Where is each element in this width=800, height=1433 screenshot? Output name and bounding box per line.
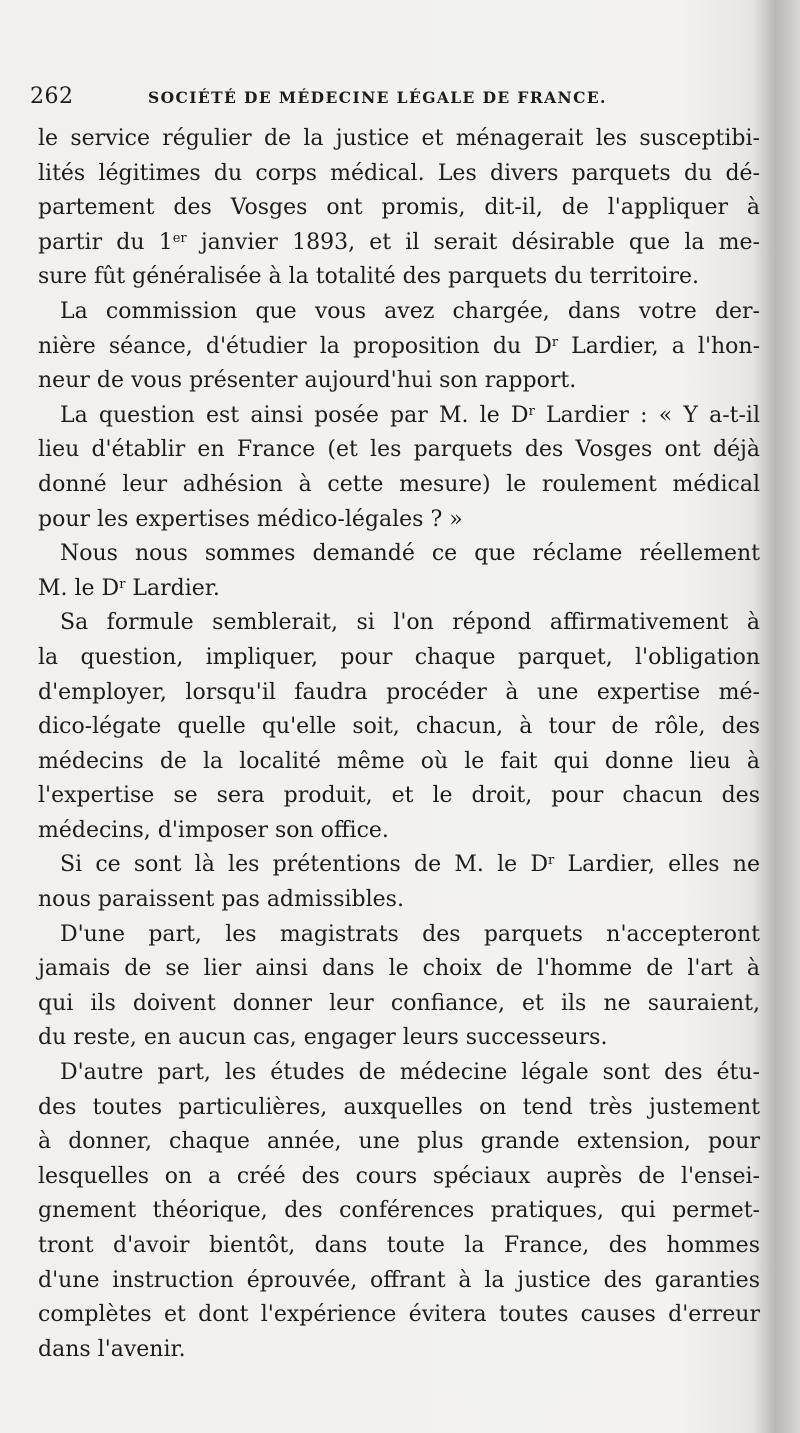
text-line: M. le $D^r$ Lardier.: [38, 575, 220, 601]
text-line: gnement théorique, des conférences pratiques, qui permet-: [38, 1198, 760, 1224]
text-line: lesquelles on a créé des cours spéciaux auprès de l'ensei-: [38, 1163, 760, 1189]
paragraph-first-line: Si ce sont là les prétentions de M. le $D^r$ Lardier, elles ne: [60, 852, 760, 878]
text-line: partir du 1er janvier 1893, et il serait désirable que la me-: [38, 229, 760, 255]
text-line: nous paraissent pas admissibles.: [38, 887, 404, 913]
text-line: dans l'avenir.: [38, 1336, 186, 1362]
page-number: 262: [30, 84, 74, 109]
text-line: jamais de se lier ainsi dans le choix de l'homme de l'art à: [38, 956, 760, 982]
text-line: tront d'avoir bientôt, dans toute la France, des hommes: [38, 1233, 760, 1258]
page-header: [30, 84, 750, 120]
text-line: partement des Vosges ont promis, dit-il, de l'appliquer à: [38, 195, 760, 221]
text-line: le service régulier de la justice et ménagerait les susceptibi-: [38, 126, 760, 151]
body-text: [38, 122, 760, 1367]
running-head: SOCIÉTÉ DE MÉDECINE LÉGALE DE FRANCE.: [148, 88, 607, 107]
text-line: neur de vous présenter aujourd'hui son rapport.: [38, 368, 577, 394]
paragraph-first-line: D'une part, les magistrats des parquets n'accepteront: [60, 921, 760, 947]
text-line: des toutes particulières, auxquelles on tend très justement: [38, 1094, 760, 1120]
paragraph-first-line: D'autre part, les études de médecine légale sont des étu-: [60, 1060, 760, 1086]
text-line: nière séance, d'étudier la proposition du $D^r$ Lardier, a l'hon-: [38, 333, 761, 359]
text-line: complètes et dont l'expérience évitera toutes causes d'erreur: [38, 1302, 760, 1328]
text-line: qui ils doivent donner leur confiance, et ils ne sauraient,: [38, 990, 760, 1016]
text-line: à donner, chaque année, une plus grande extension, pour: [38, 1129, 760, 1155]
text-line: d'une instruction éprouvée, offrant à la justice des garanties: [38, 1267, 760, 1293]
text-line: d'employer, lorsqu'il faudra procéder à une expertise mé-: [38, 679, 760, 705]
paragraph-first-line: Nous nous sommes demandé ce que réclame réellement: [60, 541, 760, 567]
text-line: donné leur adhésion à cette mesure) le roulement médical: [38, 471, 760, 497]
text-line: médecins, d'imposer son office.: [38, 817, 389, 843]
text-line: du reste, en aucun cas, engager leurs successeurs.: [38, 1025, 608, 1051]
text-line: lités légitimes du corps médical. Les divers parquets du dé-: [38, 160, 760, 186]
paragraph-first-line: La question est ainsi posée par M. le $D^r$ Lardier : « Y a-t-il: [60, 402, 760, 428]
text-line: médecins de la localité même où le fait qui donne lieu à: [38, 748, 760, 774]
text-line: l'expertise se sera produit, et le droit, pour chacun des: [38, 783, 760, 809]
paragraph-first-line: La commission que vous avez chargée, dans votre der-: [60, 298, 760, 324]
text-line: sure fût généralisée à la totalité des parquets du territoire.: [38, 264, 699, 290]
text-line: dico-légate quelle qu'elle soit, chacun, à tour de rôle, des: [38, 714, 760, 740]
text-line: la question, impliquer, pour chaque parquet, l'obligation: [38, 644, 760, 670]
text-line: pour les expertises médico-légales ? »: [38, 506, 463, 532]
text-line: lieu d'établir en France (et les parquets des Vosges ont déjà: [38, 437, 760, 463]
paragraph-first-line: Sa formule semblerait, si l'on répond affirmativement à: [60, 610, 760, 636]
